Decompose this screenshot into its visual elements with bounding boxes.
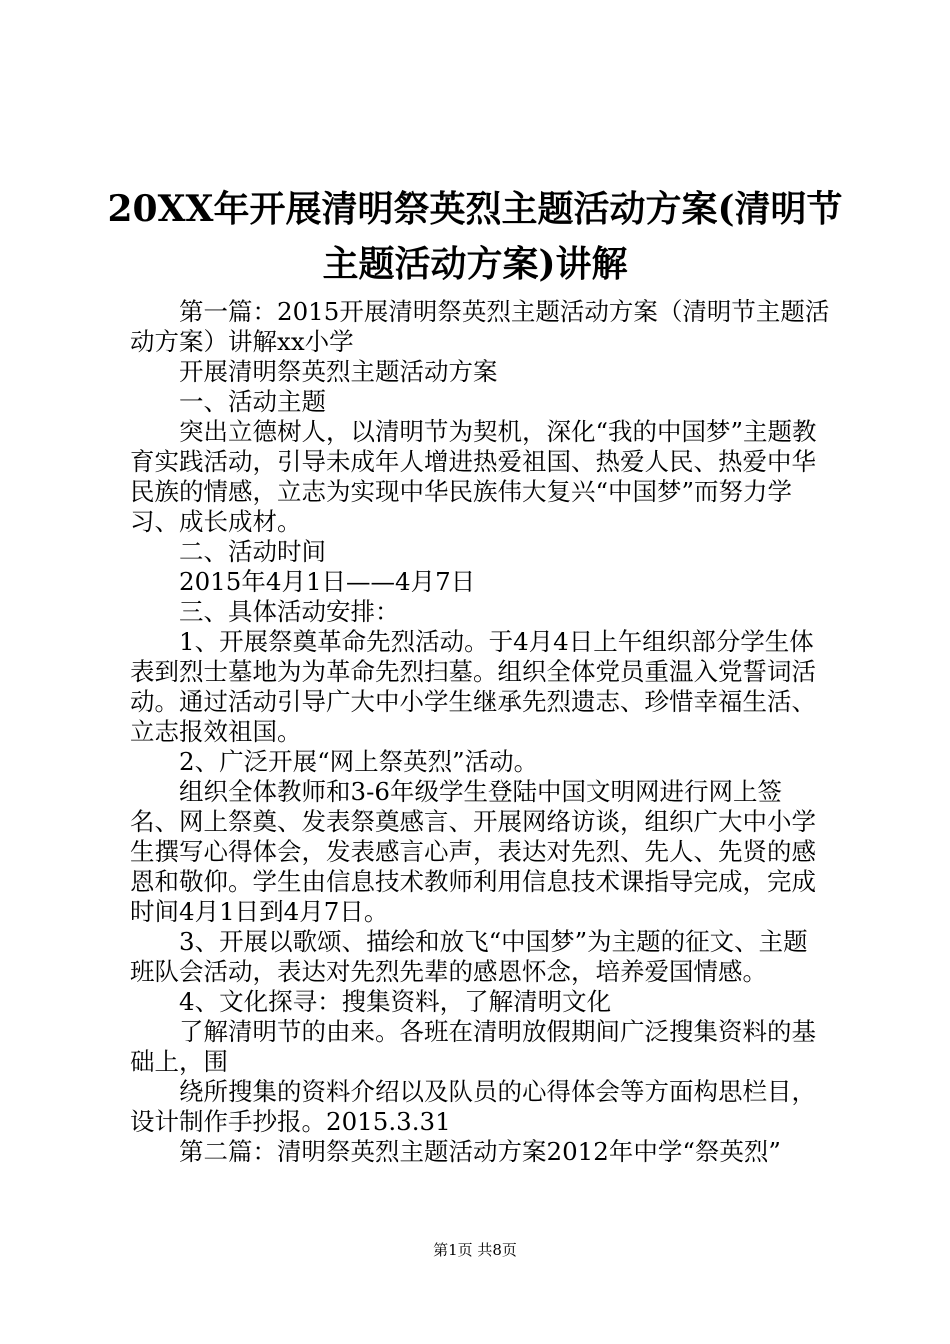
- title-line-1: 20XX年开展清明祭英烈主题活动方案(清明节: [107, 188, 843, 230]
- paragraph: 2、广泛开展“网上祭英烈”活动。: [179, 747, 539, 776]
- paragraph: 4、文化探寻：搜集资料，了解清明文化: [179, 987, 612, 1016]
- paragraph: 2015年4月1日——4月7日: [179, 567, 476, 596]
- paragraph: 绕所搜集的资料介绍以及队员的心得体会等方面构思栏目，设计制作手抄报。2015.3.31: [130, 1077, 816, 1136]
- paragraph: 了解清明节的由来。各班在清明放假期间广泛搜集资料的基础上，围: [130, 1017, 816, 1076]
- document-title: [100, 182, 850, 292]
- paragraph: 第二篇：清明祭英烈主题活动方案2012年中学“祭英烈”: [179, 1137, 781, 1166]
- paragraph: 二、活动时间: [179, 537, 326, 566]
- paragraph: 一、活动主题: [179, 387, 326, 416]
- paragraph: 3、开展以歌颂、描绘和放飞“中国梦”为主题的征文、主题班队会活动，表达对先烈先辈的感恩怀念，培养爱国情感。: [130, 927, 808, 986]
- title-line-2: 主题活动方案)讲解: [322, 243, 628, 285]
- paragraph: 开展清明祭英烈主题活动方案: [179, 357, 498, 386]
- paragraph: 组织全体教师和3-6年级学生登陆中国文明网进行网上签名、网上祭奠、发表祭奠感言、开展网络访谈，组织广大中小学生撰写心得体会，发表感言心声，表达对先烈、先人、先贤的感恩和敬仰。学生由信息技术教师利用信息技术课指导完成，完成时间4月1日到4月7日。: [130, 777, 816, 926]
- page-footer: 第1页 共8页: [433, 1241, 517, 1259]
- paragraph: 突出立德树人，以清明节为契机，深化“我的中国梦”主题教育实践活动，引导未成年人增进热爱祖国、热爱人民、热爱中华民族的情感，立志为实现中华民族伟大复兴“中国梦”而努力学习、成长成材。: [130, 417, 817, 536]
- paragraph: 1、开展祭奠革命先烈活动。于4月4日上午组织部分学生体表到烈士墓地为为革命先烈扫墓。组织全体党员重温入党誓词活动。通过活动引导广大中小学生继承先烈遗志、珍惜幸福生活、立志报效祖国。: [130, 627, 816, 746]
- document-body: [130, 297, 830, 1167]
- paragraph: 第一篇：2015开展清明祭英烈主题活动方案（清明节主题活动方案）讲解xx小学: [130, 297, 830, 356]
- paragraph: 三、具体活动安排：: [179, 597, 400, 626]
